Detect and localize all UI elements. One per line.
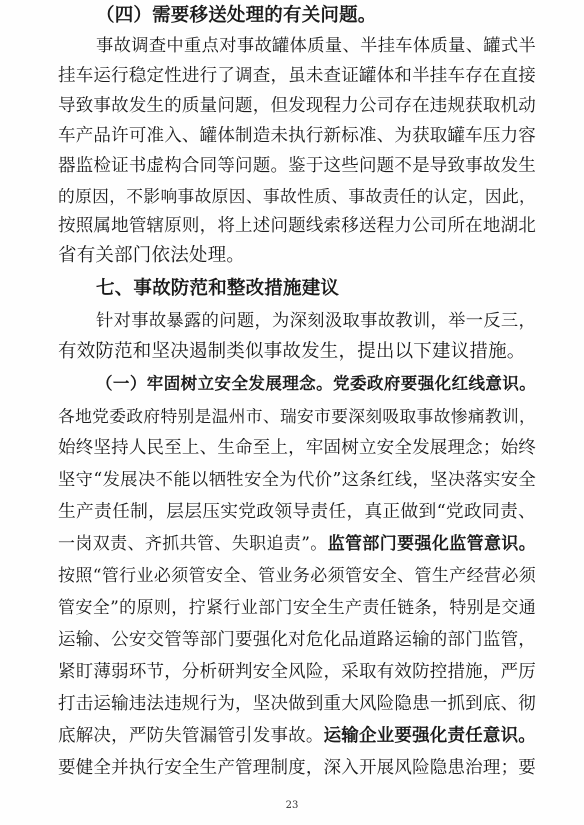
line-text: 挂车运行稳定性进行了调查，虽未查证罐体和半挂车存在直接	[58, 66, 536, 86]
paragraph-line	[58, 60, 536, 92]
line-text: 车产品许可准入、罐体制造未执行新标准、为获取罐车压力容	[58, 126, 536, 146]
paragraph-line	[58, 240, 536, 272]
paragraph-line	[58, 528, 536, 560]
line-text: 底解决，严防失管漏管引发事故。	[58, 726, 324, 746]
section-heading-7	[96, 273, 536, 305]
line-text: 省有关部门依法处理。	[58, 245, 246, 266]
paragraph-line	[58, 656, 536, 688]
line-text: （一）牢固树立安全发展理念。党委政府要强化红线意识。	[96, 374, 536, 393]
line-text: 运输、公安交管等部门要强化对危化品道路运输的部门监管，	[58, 630, 536, 650]
paragraph-line	[58, 688, 536, 720]
paragraph-line	[58, 560, 536, 592]
paragraph-line	[58, 464, 536, 496]
paragraph-line	[58, 752, 536, 784]
emphasis-text: 运输企业要强化责任意识。	[323, 726, 537, 746]
paragraph-line	[58, 432, 536, 464]
paragraph-line	[58, 624, 536, 656]
paragraph-line	[58, 720, 536, 752]
paragraph-line	[96, 30, 536, 62]
line-text: 始终坚持人民至上、生命至上，牢固树立安全发展理念；始终	[58, 438, 536, 458]
line-text: 有效防范和坚决遏制类似事故发生，提出以下建议措施。	[58, 341, 526, 362]
line-text: 要健全并执行安全生产管理制度，深入开展风险隐患治理；要	[58, 758, 536, 778]
line-text: （四）需要移送处理的有关问题。	[96, 5, 377, 26]
line-text: 七、事故防范和整改措施建议	[96, 278, 340, 299]
paragraph-line	[58, 90, 536, 122]
line-text: 一岗双责、齐抓共管、失职追责”。	[58, 534, 328, 554]
line-text: 事故调查中重点对事故罐体质量、半挂车体质量、罐式半	[96, 36, 536, 56]
paragraph-line	[58, 336, 536, 368]
line-text: 打击运输违法违规行为，坚决做到重大风险隐患一抓到底、彻	[58, 694, 536, 714]
line-text: 按照属地管辖原则，将上述问题线索移送程力公司所在地湖北	[58, 216, 536, 236]
page-number: 23	[285, 800, 299, 811]
line-text: 的原因，不影响事故原因、事故性质、事故责任的认定，因此，	[58, 186, 536, 206]
subsection-heading-1	[96, 368, 536, 400]
paragraph-line	[58, 400, 536, 432]
line-text: 紧盯薄弱环节，分析研判安全风险，采取有效防控措施，严厉	[58, 662, 536, 682]
paragraph-line	[58, 180, 536, 212]
line-text: 按照“管行业必须管安全、管业务必须管安全、管生产经营必须	[58, 566, 536, 586]
paragraph-line	[58, 210, 536, 242]
line-text: 器监检证书虚构合同等问题。鉴于这些问题不是导致事故发生	[58, 156, 536, 176]
line-text: 坚守“发展决不能以牺牲安全为代价”这条红线，坚决落实安全	[58, 470, 536, 490]
line-text: 生产责任制，层层压实党政领导责任，真正做到“党政同责、	[58, 502, 536, 522]
line-text: 导致事故发生的质量问题，但发现程力公司存在违规获取机动	[58, 96, 536, 116]
paragraph-line	[58, 150, 536, 182]
emphasis-text: 监管部门要强化监管意识。	[327, 534, 537, 554]
line-text: 各地党委政府特别是温州市、瑞安市要深刻吸取事故惨痛教训，	[58, 406, 536, 426]
paragraph-line	[96, 305, 536, 337]
paragraph-line	[58, 592, 536, 624]
line-text: 管安全”的原则，拧紧行业部门安全生产责任链条，特别是交通	[58, 598, 536, 618]
line-text: 针对事故暴露的问题，为深刻汲取事故教训，举一反三，	[96, 311, 536, 331]
section-heading-4	[96, 0, 536, 32]
paragraph-line	[58, 120, 536, 152]
paragraph-line	[58, 496, 536, 528]
